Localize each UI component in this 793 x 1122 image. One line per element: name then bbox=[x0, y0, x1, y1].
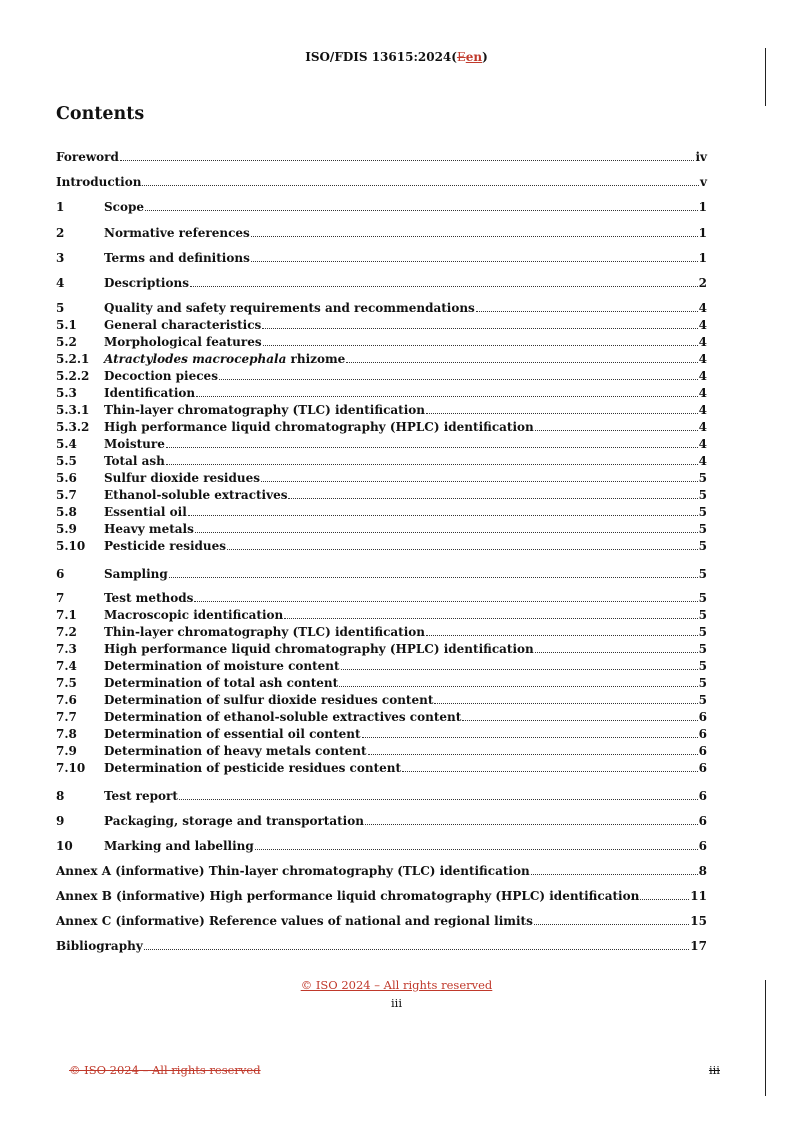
header-standard: ISO/FDIS 13615:2024( bbox=[305, 50, 457, 64]
toc-entry-title: Decoction pieces bbox=[104, 369, 218, 383]
toc-leader-dots bbox=[196, 396, 698, 397]
toc-entry-number: 7 bbox=[56, 591, 65, 605]
toc-leader-dots bbox=[365, 824, 698, 825]
toc-entry-title: Introduction bbox=[56, 175, 142, 189]
toc-entry-title: Morphological features bbox=[104, 335, 262, 349]
toc-leader-dots bbox=[261, 481, 698, 482]
toc-entry-number: 7.3 bbox=[56, 642, 77, 656]
toc-entry-number: 7.4 bbox=[56, 659, 77, 673]
toc-leader-dots bbox=[195, 532, 698, 533]
toc-leader-dots bbox=[120, 160, 695, 161]
toc-entry-title: Thin-layer chromatography (TLC) identification bbox=[104, 625, 425, 639]
toc-entry-number: 7.6 bbox=[56, 693, 77, 707]
toc-entry-number: 5.5 bbox=[56, 454, 77, 468]
toc-leader-dots bbox=[190, 286, 698, 287]
toc-leader-dots bbox=[402, 771, 698, 772]
toc-entry-page: 4 bbox=[698, 437, 707, 451]
toc-entry-title: Terms and definitions bbox=[104, 251, 250, 265]
toc-leader-dots bbox=[262, 328, 697, 329]
toc-entry[interactable] bbox=[56, 249, 707, 265]
toc-entry[interactable] bbox=[56, 503, 707, 519]
toc-entry-title: Test methods bbox=[104, 591, 194, 605]
footer-page-number-deleted: iii bbox=[708, 1063, 720, 1077]
toc-entry-number: 6 bbox=[56, 567, 65, 581]
contents-heading: Contents bbox=[56, 104, 145, 124]
toc-leader-dots bbox=[535, 430, 698, 431]
toc-entry-title bbox=[104, 352, 345, 366]
toc-entry-number: 5.7 bbox=[56, 488, 77, 502]
toc-entry-title: Determination of ethanol-soluble extractives content bbox=[104, 710, 462, 724]
toc-entry-page: 15 bbox=[690, 914, 707, 928]
toc-entry[interactable] bbox=[56, 565, 707, 581]
toc-entry[interactable] bbox=[56, 452, 707, 468]
toc-entry[interactable] bbox=[56, 224, 707, 240]
toc-entry-title: Moisture bbox=[104, 437, 165, 451]
toc-entry[interactable] bbox=[56, 333, 707, 349]
toc-entry-page: 6 bbox=[698, 814, 707, 828]
toc-entry-title: Thin-layer chromatography (TLC) identification bbox=[104, 403, 425, 417]
toc-leader-dots bbox=[341, 669, 698, 670]
toc-leader-dots bbox=[219, 379, 698, 380]
toc-entry-number: 5.4 bbox=[56, 437, 77, 451]
toc-entry-number: 7.5 bbox=[56, 676, 77, 690]
toc-entry-page: 1 bbox=[698, 200, 707, 214]
toc-entry-title: Packaging, storage and transportation bbox=[104, 814, 364, 828]
toc-entry-title: General characteristics bbox=[104, 318, 262, 332]
toc-entry-page: 5 bbox=[698, 625, 707, 639]
toc-entry[interactable] bbox=[56, 606, 707, 622]
toc-entry[interactable] bbox=[56, 759, 707, 775]
toc-entry-page: 4 bbox=[698, 335, 707, 349]
toc-entry-page: 4 bbox=[698, 318, 707, 332]
toc-entry-number: 9 bbox=[56, 814, 65, 828]
toc-entry-page: 4 bbox=[698, 386, 707, 400]
toc-entry-number: 5.6 bbox=[56, 471, 77, 485]
toc-entry-title: Foreword bbox=[56, 150, 119, 164]
toc-leader-dots bbox=[144, 949, 690, 950]
toc-entry-page: 5 bbox=[698, 642, 707, 656]
toc-entry[interactable] bbox=[56, 418, 707, 434]
toc-entry-title: Determination of pesticide residues content bbox=[104, 761, 402, 775]
toc-leader-dots bbox=[169, 577, 698, 578]
toc-entry[interactable] bbox=[56, 316, 707, 332]
toc-entry-number: 5.10 bbox=[56, 539, 86, 553]
toc-entry-number: 5.2.2 bbox=[56, 369, 90, 383]
toc-entry-number: 5.3.2 bbox=[56, 420, 90, 434]
toc-entry-number: 3 bbox=[56, 251, 65, 265]
toc-entry-page: 5 bbox=[698, 659, 707, 673]
toc-entry-page: 5 bbox=[698, 522, 707, 536]
toc-entry-page: 6 bbox=[698, 789, 707, 803]
toc-leader-dots bbox=[339, 686, 697, 687]
toc-leader-dots bbox=[145, 210, 698, 211]
toc-entry-title: Annex A (informative) Thin-layer chromatography (TLC) identification bbox=[56, 864, 530, 878]
toc-entry-page: 6 bbox=[698, 744, 707, 758]
toc-entry[interactable] bbox=[56, 725, 707, 741]
toc-entry[interactable] bbox=[56, 691, 707, 707]
document-header bbox=[0, 50, 793, 64]
toc-entry-title: Bibliography bbox=[56, 939, 143, 953]
toc-entry[interactable] bbox=[56, 862, 707, 878]
header-deleted-lang: E bbox=[456, 50, 466, 64]
toc-entry[interactable] bbox=[56, 912, 707, 928]
toc-entry-page: 4 bbox=[698, 420, 707, 434]
toc-entry[interactable] bbox=[56, 520, 707, 536]
toc-entry-title: High performance liquid chromatography (HPLC) identification bbox=[104, 420, 534, 434]
toc-entry-page: iv bbox=[695, 150, 707, 164]
toc-entry-page: 6 bbox=[698, 710, 707, 724]
toc-entry-page: 5 bbox=[698, 471, 707, 485]
toc-entry[interactable] bbox=[56, 198, 707, 214]
toc-leader-dots bbox=[188, 515, 698, 516]
toc-entry-page: 4 bbox=[698, 403, 707, 417]
toc-entry-number: 2 bbox=[56, 226, 65, 240]
toc-entry-title: Normative references bbox=[104, 226, 250, 240]
toc-leader-dots bbox=[288, 498, 697, 499]
toc-entry[interactable] bbox=[56, 299, 707, 315]
toc-leader-dots bbox=[166, 447, 698, 448]
toc-entry-page: v bbox=[700, 175, 707, 189]
toc-entry[interactable] bbox=[56, 623, 707, 639]
toc-entry-title: Test report bbox=[104, 789, 178, 803]
toc-entry-title: Ethanol-soluble extractives bbox=[104, 488, 288, 502]
toc-entry[interactable] bbox=[56, 708, 707, 724]
toc-entry-page: 1 bbox=[698, 251, 707, 265]
toc-entry-page: 6 bbox=[698, 839, 707, 853]
toc-entry[interactable] bbox=[56, 887, 707, 903]
toc-leader-dots bbox=[284, 618, 697, 619]
toc-entry-title: Annex B (informative) High performance liquid chromatography (HPLC) identification bbox=[56, 889, 640, 903]
toc-entry-number: 7.1 bbox=[56, 608, 77, 622]
toc-leader-dots bbox=[368, 754, 698, 755]
toc-entry-title: Total ash bbox=[104, 454, 165, 468]
toc-leader-dots bbox=[227, 549, 698, 550]
toc-entry-number: 7.8 bbox=[56, 727, 77, 741]
toc-entry-title: Determination of sulfur dioxide residues content bbox=[104, 693, 434, 707]
toc-entry-number: 7.10 bbox=[56, 761, 86, 775]
toc-entry-title: Sulfur dioxide residues bbox=[104, 471, 260, 485]
toc-entry-page: 4 bbox=[698, 352, 707, 366]
toc-entry-number: 5 bbox=[56, 301, 65, 315]
toc-entry-page: 5 bbox=[698, 676, 707, 690]
toc-entry[interactable] bbox=[56, 812, 707, 828]
toc-entry[interactable] bbox=[56, 274, 707, 290]
toc-leader-dots bbox=[534, 924, 689, 925]
toc-entry-number: 1 bbox=[56, 200, 65, 214]
footer-page-number: iii bbox=[390, 996, 403, 1010]
toc-entry-page: 5 bbox=[698, 693, 707, 707]
toc-leader-dots bbox=[362, 737, 698, 738]
toc-entry-page: 5 bbox=[698, 567, 707, 581]
toc-leader-dots bbox=[426, 635, 698, 636]
toc-leader-dots bbox=[251, 261, 698, 262]
toc-entry-page: 6 bbox=[698, 727, 707, 741]
toc-entry[interactable] bbox=[56, 742, 707, 758]
toc-entry-title: Determination of essential oil content bbox=[104, 727, 361, 741]
toc-leader-dots bbox=[251, 236, 698, 237]
toc-entry-page: 5 bbox=[698, 539, 707, 553]
toc-leader-dots bbox=[346, 362, 697, 363]
toc-entry-title: Identification bbox=[104, 386, 196, 400]
toc-entry-title: Determination of heavy metals content bbox=[104, 744, 367, 758]
toc-leader-dots bbox=[476, 311, 698, 312]
toc-entry-title: Essential oil bbox=[104, 505, 187, 519]
toc-entry-page: 4 bbox=[698, 454, 707, 468]
toc-leader-dots bbox=[194, 601, 697, 602]
toc-entry-number: 10 bbox=[56, 839, 73, 853]
toc-entry[interactable] bbox=[56, 937, 707, 953]
toc-entry-page: 5 bbox=[698, 488, 707, 502]
toc-entry-title: Sampling bbox=[104, 567, 168, 581]
toc-leader-dots bbox=[640, 899, 689, 900]
toc-entry[interactable] bbox=[56, 469, 707, 485]
toc-entry-page: 5 bbox=[698, 608, 707, 622]
toc-entry[interactable] bbox=[56, 657, 707, 673]
toc-entry-page: 6 bbox=[698, 761, 707, 775]
toc-entry[interactable] bbox=[56, 401, 707, 417]
toc-leader-dots bbox=[434, 703, 697, 704]
toc-entry-page: 5 bbox=[698, 505, 707, 519]
toc-entry-number: 5.3 bbox=[56, 386, 77, 400]
toc-entry-page: 1 bbox=[698, 226, 707, 240]
toc-entry[interactable] bbox=[56, 640, 707, 656]
header-inserted-lang: en bbox=[465, 50, 483, 64]
toc-leader-dots bbox=[531, 874, 698, 875]
toc-entry-number: 5.1 bbox=[56, 318, 77, 332]
toc-entry-title: Annex C (informative) Reference values of national and regional limits bbox=[56, 914, 533, 928]
toc-entry-number: 5.3.1 bbox=[56, 403, 90, 417]
toc-entry-number: 5.2.1 bbox=[56, 352, 90, 366]
footer-copyright-deleted: © ISO 2024 – All rights reserved bbox=[69, 1063, 261, 1077]
toc-entry-number: 5.2 bbox=[56, 335, 77, 349]
toc-entry[interactable] bbox=[56, 367, 707, 383]
toc-entry[interactable] bbox=[56, 486, 707, 502]
toc-leader-dots bbox=[263, 345, 698, 346]
toc-entry[interactable] bbox=[56, 787, 707, 803]
toc-entry-page: 5 bbox=[698, 591, 707, 605]
toc-entry-number: 7.9 bbox=[56, 744, 77, 758]
toc-leader-dots bbox=[142, 185, 699, 186]
toc-entry-number: 7.7 bbox=[56, 710, 77, 724]
toc-entry-title: Determination of total ash content bbox=[104, 676, 339, 690]
toc-entry[interactable] bbox=[56, 435, 707, 451]
toc-entry-number: 7.2 bbox=[56, 625, 77, 639]
footer-copyright-inserted: © ISO 2024 – All rights reserved bbox=[300, 978, 493, 992]
toc-leader-dots bbox=[255, 849, 698, 850]
toc-entry-number: 4 bbox=[56, 276, 65, 290]
toc-entry[interactable] bbox=[56, 837, 707, 853]
toc-entry-title: Descriptions bbox=[104, 276, 189, 290]
toc-entry-title: Heavy metals bbox=[104, 522, 194, 536]
toc-leader-dots bbox=[535, 652, 698, 653]
toc-leader-dots bbox=[426, 413, 698, 414]
toc-entry-title: High performance liquid chromatography (HPLC) identification bbox=[104, 642, 534, 656]
toc-entry-title: Macroscopic identification bbox=[104, 608, 284, 622]
toc-entry-title-italic: Atractylodes macrocephala bbox=[104, 352, 287, 366]
toc-entry[interactable] bbox=[56, 537, 707, 553]
toc-entry-title: Quality and safety requirements and recommendations bbox=[104, 301, 475, 315]
toc-entry-number: 5.8 bbox=[56, 505, 77, 519]
toc-entry-title: Pesticide residues bbox=[104, 539, 227, 553]
toc-entry[interactable] bbox=[56, 674, 707, 690]
toc-entry-page: 8 bbox=[698, 864, 707, 878]
toc-entry[interactable] bbox=[56, 148, 707, 164]
toc-leader-dots bbox=[462, 720, 697, 721]
toc-leader-dots bbox=[179, 799, 698, 800]
toc-entry-title: Scope bbox=[104, 200, 145, 214]
toc-entry-page: 4 bbox=[698, 369, 707, 383]
toc-entry-title: Determination of moisture content bbox=[104, 659, 340, 673]
toc-entry-page: 17 bbox=[690, 939, 707, 953]
toc-entry-number: 5.9 bbox=[56, 522, 77, 536]
toc-entry[interactable] bbox=[56, 589, 707, 605]
toc-entry-title: Marking and labelling bbox=[104, 839, 254, 853]
toc-entry[interactable] bbox=[56, 350, 707, 366]
header-close: ) bbox=[482, 50, 488, 64]
toc-entry-number: 8 bbox=[56, 789, 65, 803]
toc-entry-page: 4 bbox=[698, 301, 707, 315]
toc-leader-dots bbox=[166, 464, 698, 465]
toc-entry[interactable] bbox=[56, 173, 707, 189]
toc-entry[interactable] bbox=[56, 384, 707, 400]
toc-entry-page: 2 bbox=[698, 276, 707, 290]
toc-entry-title-rest: rhizome bbox=[286, 352, 346, 366]
toc-entry-page: 11 bbox=[690, 889, 707, 903]
